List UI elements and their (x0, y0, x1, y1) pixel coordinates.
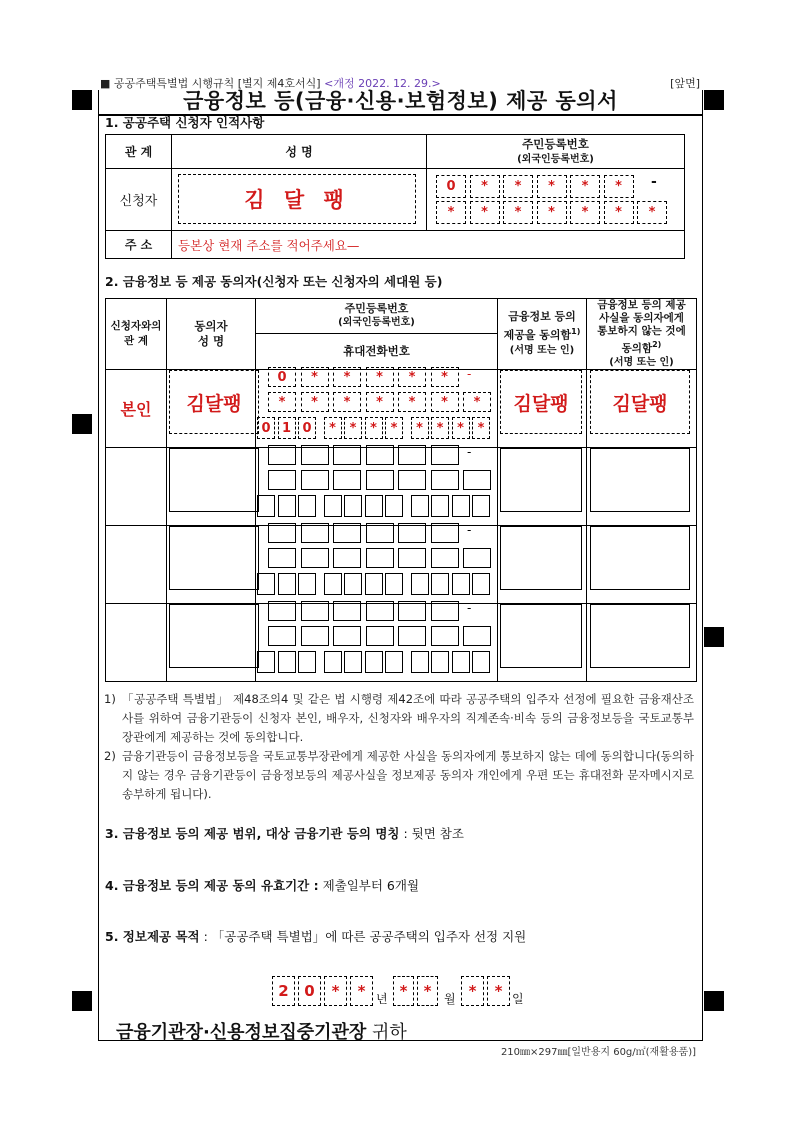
col-relation: 관 계 (106, 135, 172, 169)
rrn-back-digit[interactable]: * (537, 201, 567, 224)
consent-phone-digit[interactable] (324, 495, 342, 517)
col2-consent2-sub: (서명 또는 인) (609, 356, 674, 368)
consent-rrn-back-digit[interactable] (333, 548, 361, 568)
consent-rrn-front-digit[interactable] (398, 445, 426, 465)
consent-rrn-back-digit[interactable]: * (268, 392, 296, 412)
date-day-digit[interactable]: * (461, 976, 484, 1006)
section1-heading: 1. 공공주택 신청자 인적사항 (105, 115, 265, 130)
consent-name-field[interactable] (169, 526, 259, 590)
consent-phone-digit[interactable] (344, 573, 362, 595)
note-2-num: 2) (104, 749, 116, 763)
section5 (105, 927, 526, 945)
consent-phone-digit[interactable] (472, 573, 490, 595)
rrn-back-digit[interactable]: * (503, 201, 533, 224)
consent-name-field[interactable]: 김달팽 (169, 370, 259, 434)
consent-rrn-back-digit[interactable]: * (463, 392, 491, 412)
consent-rrn-back-digit[interactable] (268, 548, 296, 568)
col2-phone: 휴대전화번호 (256, 334, 498, 369)
col2-rrn (256, 299, 498, 334)
consent-phone-digit[interactable] (298, 495, 316, 517)
registration-mark (704, 991, 724, 1011)
date-day-unit: 일 (512, 992, 524, 1006)
consent-rrn-back-digit[interactable] (431, 548, 459, 568)
consent-phone-digit[interactable]: * (344, 417, 362, 439)
row-label: 신청자 (106, 169, 172, 231)
consent-phone-digit[interactable] (452, 573, 470, 595)
consent-rrn-front-digit[interactable] (431, 523, 459, 543)
rrn-front-digit[interactable]: * (470, 175, 500, 198)
col2-relation: 신청자와의 관 계 (106, 299, 167, 370)
consent-phone-digit[interactable] (472, 651, 490, 673)
consent-rrn-front-digit[interactable] (268, 445, 296, 465)
consent-phone-digit[interactable]: * (431, 417, 449, 439)
registration-mark (704, 90, 724, 110)
col-rrn-sub: (외국인등록번호) (517, 153, 594, 165)
consent-rrn-back-digit[interactable]: * (301, 392, 329, 412)
consent-rrn-front-digit[interactable] (301, 601, 329, 621)
address-label: 주 소 (106, 231, 172, 259)
col2-consent1-sub: (서명 또는 인) (509, 345, 575, 357)
col2-rrn-sub: (외국인등록번호) (338, 317, 415, 329)
consent-rrn-back-digit[interactable] (398, 470, 426, 490)
section4-value: 제출일부터 6개월 (318, 878, 420, 893)
col2-consent1-label: 금융정보 등의 제공을 동의함 (503, 310, 576, 343)
registration-mark (72, 991, 92, 1011)
section3 (105, 824, 464, 842)
row1-relation: 본인 (106, 369, 167, 447)
consent-rrn-front-digit[interactable] (268, 601, 296, 621)
consent-phone-digit[interactable]: * (385, 417, 403, 439)
note-2 (104, 747, 694, 804)
section5-value: : 「공공주택 특별법」에 따른 공공주택의 입주자 선정 지원 (199, 929, 527, 944)
consent-rrn-back-digit[interactable] (366, 626, 394, 646)
col-rrn-label: 주민등록번호 (522, 136, 589, 151)
form-reference: ■ 공공주택특별법 시행규칙 [별지 제4호서식] (100, 77, 321, 90)
consent-phone-digit[interactable] (411, 495, 429, 517)
consent-rrn-back-digit[interactable] (301, 626, 329, 646)
consent-rrn-front-digit[interactable]: * (333, 367, 361, 387)
col2-rrn-label: 주민등록번호 (344, 302, 409, 316)
address-value[interactable]: 등본상 현재 주소를 적어주세요— (172, 231, 685, 259)
note-1 (104, 690, 694, 747)
col2-consent1-sup: 1) (571, 327, 581, 337)
consent-rrn-front-digit[interactable]: * (301, 367, 329, 387)
consent1-signature[interactable] (500, 604, 582, 668)
section2-heading: 2. 금융정보 등 제공 동의자(신청자 또는 신청자의 세대원 등) (105, 274, 443, 289)
consent1-signature[interactable]: 김달팽 (500, 370, 582, 434)
consent-rrn-back-digit[interactable] (268, 626, 296, 646)
consent-rrn-back-digit[interactable]: * (333, 392, 361, 412)
note-1-text: 「공공주택 특별법」 제48조의4 및 같은 법 시행령 제42조에 따라 공공주택의 입주자 선정에 필요한 금융재산조사를 위하여 금융기관등이 신청자 본인, 배우자, 신청자와 배우자의 직계존속·비속 등의 금융정보등을 국토교통부장관에게 제공하는 것에 동의합니다. (122, 692, 694, 744)
consent-phone-digit[interactable] (278, 495, 296, 517)
consent-phone-digit[interactable] (411, 573, 429, 595)
col2-consent2-sup: 2) (652, 340, 662, 349)
consent-phone-digit[interactable] (385, 651, 403, 673)
consent-phone-digit[interactable] (431, 495, 449, 517)
section5-heading: 5. 정보제공 목적 (105, 929, 200, 944)
col2-consent1 (498, 299, 587, 370)
consent-rrn-back-digit[interactable]: * (431, 392, 459, 412)
revision-date: <개정 2022. 12. 29.> (324, 77, 441, 90)
consent1-signature[interactable] (500, 448, 582, 512)
consent-phone-digit[interactable] (385, 573, 403, 595)
rrn-dash: - (651, 174, 657, 190)
consent2-signature[interactable] (590, 604, 690, 668)
consent-rrn-back-digit[interactable] (301, 548, 329, 568)
date-year-digit[interactable]: * (324, 976, 347, 1006)
consent2-signature[interactable] (590, 448, 690, 512)
consent-rrn-dash: - (467, 601, 472, 615)
consent-phone-digit[interactable] (431, 651, 449, 673)
date-year-digit[interactable]: 2 (272, 976, 295, 1006)
consent-name-field[interactable] (169, 448, 259, 512)
rrn-front-digit[interactable]: * (604, 175, 634, 198)
consent-name-field[interactable] (169, 604, 259, 668)
page-title: 금융정보 등(금융·신용·보험정보) 제공 동의서 (98, 88, 703, 116)
date-year-digit[interactable]: 0 (298, 976, 321, 1006)
date-month-digit[interactable]: * (393, 976, 414, 1006)
consent-rrn-front-digit[interactable]: * (366, 367, 394, 387)
consent-phone-digit[interactable] (257, 651, 275, 673)
consent-rrn-back-digit[interactable] (333, 470, 361, 490)
consent-phone-digit[interactable] (472, 495, 490, 517)
consent-phone-digit[interactable] (452, 495, 470, 517)
consent-phone-digit[interactable] (365, 573, 383, 595)
consent-rrn-front-digit[interactable] (366, 523, 394, 543)
consent-phone-digit[interactable] (324, 651, 342, 673)
consent-rrn-back-digit[interactable] (463, 548, 491, 568)
consent-phone-digit[interactable] (411, 651, 429, 673)
consent-rrn-back-digit[interactable] (366, 548, 394, 568)
consent-rrn-front-digit[interactable]: * (398, 367, 426, 387)
consent-rrn-front-digit[interactable] (398, 601, 426, 621)
consent-rrn-dash: - (467, 445, 472, 459)
consent-rrn-back-digit[interactable] (431, 470, 459, 490)
consent-phone-digit[interactable] (257, 573, 275, 595)
date-year-unit: 년 (376, 992, 388, 1006)
consent-phone-digit[interactable] (365, 651, 383, 673)
consent-phone-digit[interactable] (257, 495, 275, 517)
consent-phone-digit[interactable]: 0 (298, 417, 316, 439)
consent1-signature[interactable] (500, 526, 582, 590)
section4 (105, 876, 419, 894)
rrn-front-digit[interactable]: * (503, 175, 533, 198)
consent-rrn-front-digit[interactable]: * (431, 367, 459, 387)
consent-phone-digit[interactable] (344, 495, 362, 517)
consent-rrn-dash: - (467, 367, 472, 381)
consent-rrn-front-digit[interactable] (333, 445, 361, 465)
paper-spec: 210㎜×297㎜[일반용지 60g/㎡(재활용품)] (500, 1047, 696, 1058)
consent-rrn-front-digit[interactable] (398, 523, 426, 543)
consent-phone-digit[interactable] (278, 573, 296, 595)
consent-phone-digit[interactable]: * (365, 417, 383, 439)
consent-rrn-back-digit[interactable] (268, 470, 296, 490)
applicant-name-field[interactable]: 김 달 팽 (178, 174, 416, 224)
consent-rrn-back-digit[interactable]: * (398, 392, 426, 412)
consent-rrn-front-digit[interactable]: 0 (268, 367, 296, 387)
consent-phone-digit[interactable] (298, 651, 316, 673)
recipient-suffix: 귀하 (366, 1022, 407, 1043)
consent2-signature[interactable]: 김달팽 (590, 370, 690, 434)
rrn-back-digit[interactable]: * (604, 201, 634, 224)
consent-rrn-back-digit[interactable] (333, 626, 361, 646)
consent-rrn-back-digit[interactable] (398, 626, 426, 646)
consent-rrn-front-digit[interactable] (366, 601, 394, 621)
consent-rrn-back-digit[interactable] (301, 470, 329, 490)
col-name: 성 명 (172, 135, 427, 169)
registration-mark (704, 627, 724, 647)
registration-mark (72, 90, 92, 110)
consent-phone-digit[interactable] (298, 573, 316, 595)
recipient-line (116, 1018, 407, 1044)
date-month-unit: 월 (444, 992, 456, 1006)
consent2-signature[interactable] (590, 526, 690, 590)
consent-phone-digit[interactable] (278, 651, 296, 673)
col2-consent2-label: 금융정보 등의 제공 사실을 동의자에게 통보하지 않는 것에 동의함 (597, 299, 686, 355)
section4-heading: 4. 금융정보 등의 제공 동의 유효기간 : (105, 878, 319, 893)
consent-phone-digit[interactable] (344, 651, 362, 673)
consent-phone-digit[interactable]: * (452, 417, 470, 439)
consent-rrn-front-digit[interactable] (431, 445, 459, 465)
consent-phone-digit[interactable]: 0 (257, 417, 275, 439)
consent-phone-digit[interactable] (324, 573, 342, 595)
rrn-back-digit[interactable]: * (637, 201, 667, 224)
consent-rrn-front-digit[interactable] (333, 601, 361, 621)
rrn-front-digit[interactable]: * (570, 175, 600, 198)
registration-mark (72, 414, 92, 434)
consent-phone-digit[interactable] (365, 495, 383, 517)
rrn-back-digit[interactable]: * (570, 201, 600, 224)
rrn-front-digit[interactable]: * (537, 175, 567, 198)
consent-phone-digit[interactable] (385, 495, 403, 517)
col2-consent2 (587, 299, 697, 370)
date-month-digit[interactable]: * (417, 976, 438, 1006)
consent-rrn-front-digit[interactable] (431, 601, 459, 621)
rrn-front-digit[interactable]: 0 (436, 175, 466, 198)
consent-phone-digit[interactable]: 1 (278, 417, 296, 439)
col-rrn (427, 135, 685, 169)
section3-value: : 뒷면 참조 (399, 826, 464, 841)
rrn-back-digit[interactable]: * (436, 201, 466, 224)
page-side: [앞면] (670, 77, 700, 90)
consent-phone-digit[interactable]: * (472, 417, 490, 439)
consent-rrn-front-digit[interactable] (366, 445, 394, 465)
note-1-num: 1) (104, 692, 116, 706)
consent-phone-digit[interactable]: * (324, 417, 342, 439)
consent-rrn-back-digit[interactable]: * (366, 392, 394, 412)
recipient-name: 금융기관장·신용정보집중기관장 (116, 1022, 367, 1043)
consent-rrn-back-digit[interactable] (366, 470, 394, 490)
consent-phone-digit[interactable] (452, 651, 470, 673)
note-2-text: 금융기관등이 금융정보등을 국토교통부장관에게 제공한 사실을 동의자에게 통보하지 않는 데에 동의합니다(동의하지 않는 경우 금융기관등이 금융정보등의 제공사실을 정보제공 동의자 개인에게 우편 또는 휴대전화 문자메시지로 송부하게 됩니다). (122, 749, 694, 801)
consent-rrn-front-digit[interactable] (333, 523, 361, 543)
consent-rrn-front-digit[interactable] (268, 523, 296, 543)
consent-rrn-dash: - (467, 523, 472, 537)
consent-phone-digit[interactable]: * (411, 417, 429, 439)
section3-heading: 3. 금융정보 등의 제공 범위, 대상 금융기관 등의 명칭 (105, 826, 400, 841)
date-year-digit[interactable]: * (350, 976, 373, 1006)
consent-rrn-back-digit[interactable] (398, 548, 426, 568)
consent-rrn-front-digit[interactable] (301, 523, 329, 543)
consent-rrn-back-digit[interactable] (463, 626, 491, 646)
col2-name: 동의자 성 명 (167, 299, 256, 370)
consent-rrn-back-digit[interactable] (463, 470, 491, 490)
consent-rrn-back-digit[interactable] (431, 626, 459, 646)
date-day-digit[interactable]: * (487, 976, 510, 1006)
rrn-back-digit[interactable]: * (470, 201, 500, 224)
consent-rrn-front-digit[interactable] (301, 445, 329, 465)
consent-phone-digit[interactable] (431, 573, 449, 595)
